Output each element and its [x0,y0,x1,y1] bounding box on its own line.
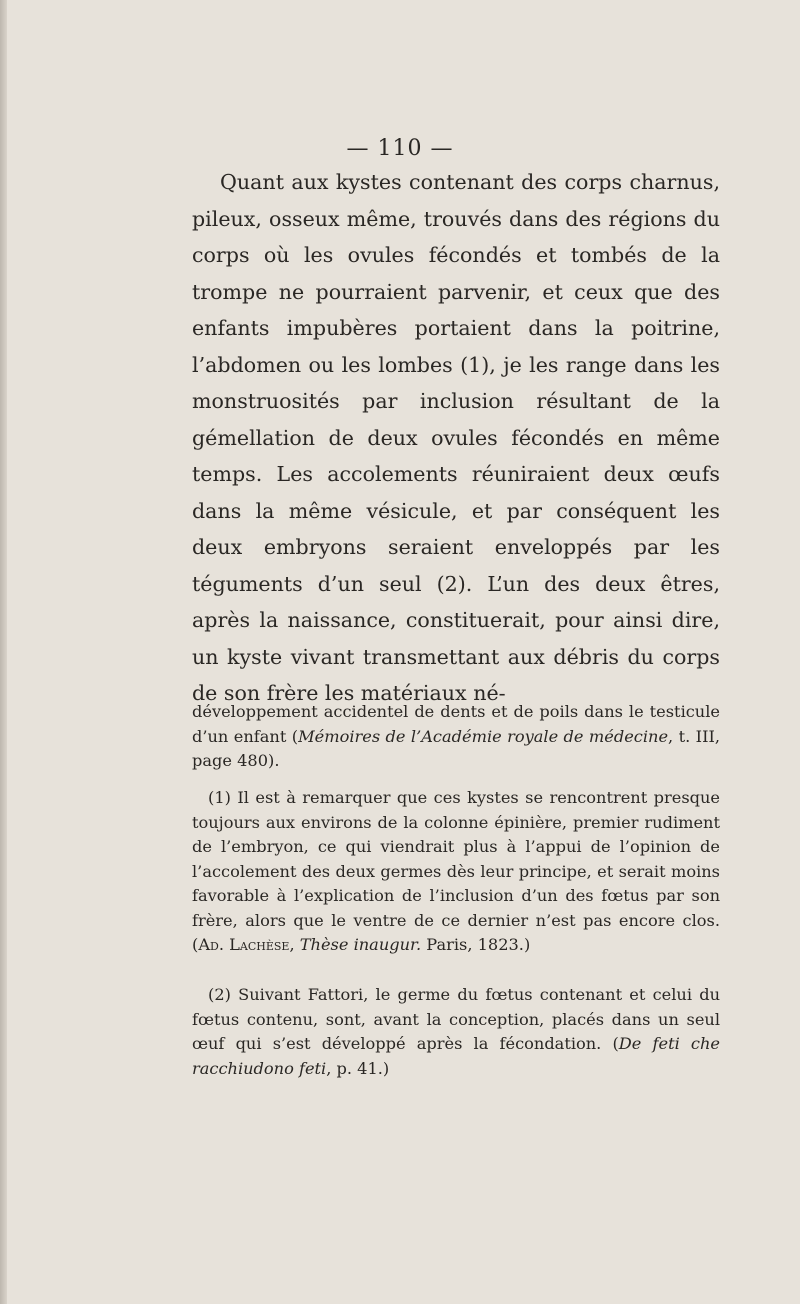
footnote-1-text2: Paris, 1823.) [421,935,531,954]
page-edge [0,0,7,1304]
footnote-1-sep: , [289,935,300,954]
main-paragraph-text: Quant aux kystes contenant des corps charnus, pileux, osseux même, trouvés dans des régions du corps où les ovules fécondés et tombés de la trompe ne pourraient parvenir, et ceux que des enfants impubères portaient dans la poitrine, l’abdomen ou les lombes (1), je les range dans les monstruosités par inclusion résultant de la gémellation de deux ovules fécondés en même temps. Les accolements réuniraient deux œufs dans la même vésicule, et par conséquent les deux embryons seraient enveloppés par les téguments d’un seul (2). L’un des deux êtres, après la naissance, constituerait, pour ainsi dire, un kyste vivant transmettant aux débris du corps de son frère les matériaux né- [192,170,720,705]
footnote-continuation-text1: développement accidentel de dents et de poils dans le testicule d’un enfant ( [192,702,720,746]
footnote-2-italic: De feti che racchiudono feti [192,1034,720,1078]
main-paragraph [192,164,720,712]
footnote-1-text1: (1) Il est à remarquer que ces kystes se rencontrent presque toujours aux environs de la colonne épinière, premier rudiment de l’embryon, ce qui viendrait plus à l’appui de l’opinion de l’accolement des deux germes dès leur principe, et serait moins favorable à l’explication de l’inclusion d’un des fœtus par son frère, alors que le ventre de ce dernier n’est pas encore clos. ( [192,788,720,954]
footnote-1-author: Ad. Lachèse [198,935,290,954]
footnote-continuation-text2: , t. III, page 480). [192,726,721,770]
footnote-1 [192,786,720,958]
page-number: — 110 — [346,136,454,161]
footnote-continuation-italic: Mémoires de l’Académie royale de médecine [298,726,669,746]
footnote-2-text2: , p. 41.) [326,1058,390,1078]
footnote-continuation [192,700,720,774]
footnote-2 [192,983,720,1081]
footnote-1-italic: Thèse inaugur. [299,935,422,954]
footnote-2-text1: (2) Suivant Fattori, le germe du fœtus contenant et celui du fœtus contenu, sont, avant la conception, placés dans un seul œuf qui s’est développé après la fécondation. ( [192,985,720,1053]
